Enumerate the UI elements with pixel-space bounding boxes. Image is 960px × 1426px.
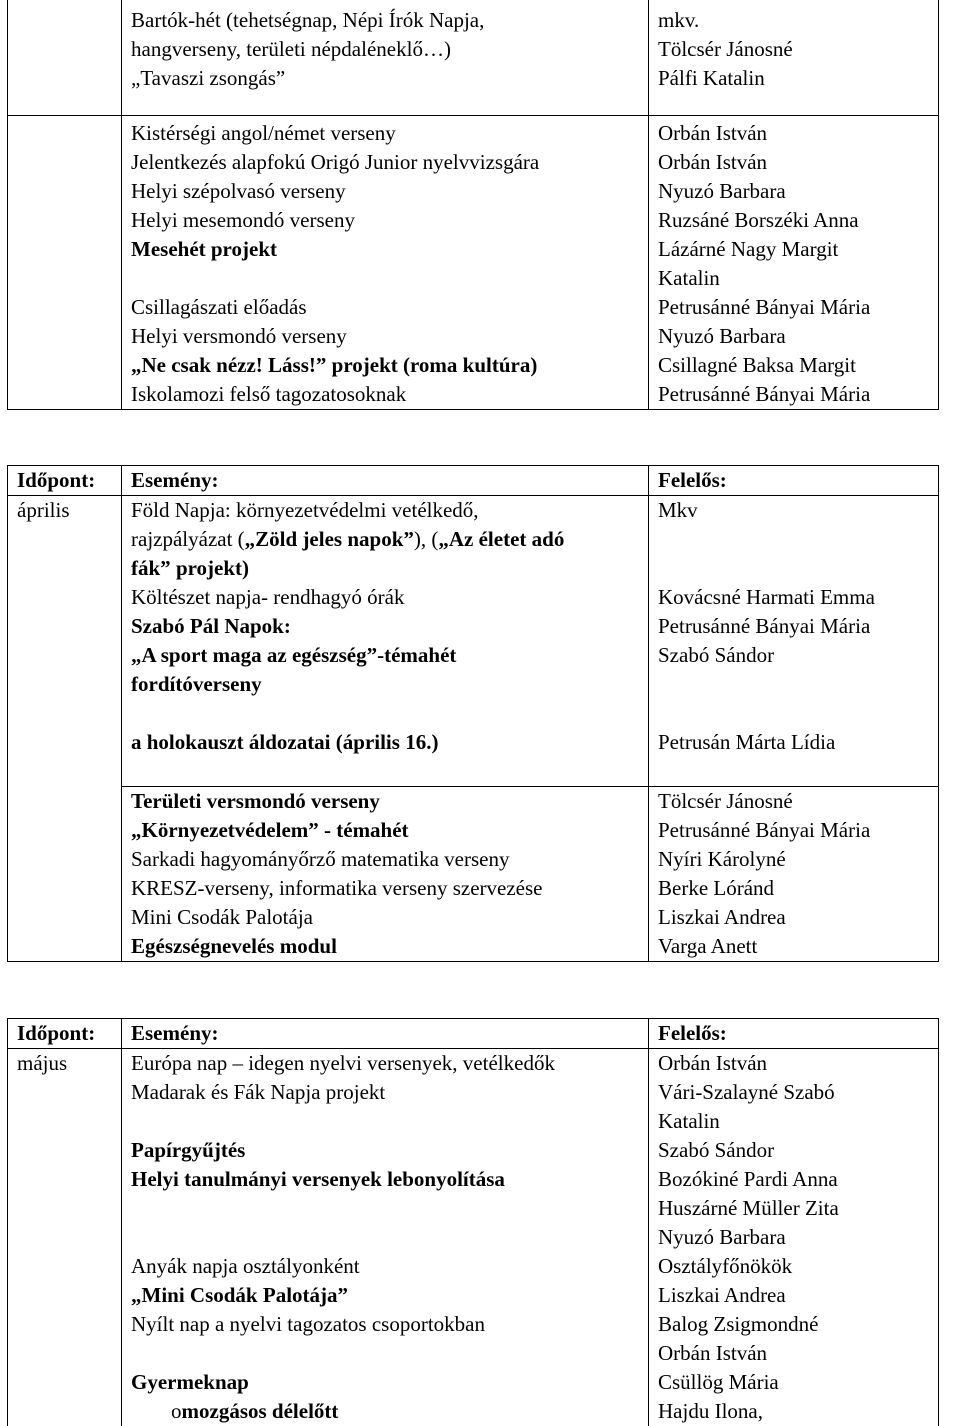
event-text: Föld Napja: környezetvédelmi vetélkedő, xyxy=(131,498,479,522)
responsible-name: Vári-Szalayné Szabó xyxy=(658,1078,938,1107)
responsible-cell xyxy=(649,496,939,787)
responsible-name: Katalin xyxy=(658,1107,938,1136)
responsible-name: Nyíri Károlyné xyxy=(658,845,938,874)
month-cell: május xyxy=(8,1049,122,1426)
event-text: Sarkadi hagyományőrző matematika verseny xyxy=(131,847,509,871)
event-line xyxy=(131,264,648,293)
responsible-name: Osztályfőnökök xyxy=(658,1252,938,1281)
responsible-name: Tölcsér Jánosné xyxy=(658,787,938,816)
responsible-name xyxy=(658,757,938,786)
event-line xyxy=(131,1165,648,1194)
responsible-cell xyxy=(649,1049,939,1426)
table-row xyxy=(8,787,939,962)
event-text: „Az életet adó xyxy=(438,527,564,551)
event-text: Mini Csodák Palotája xyxy=(131,905,313,929)
responsible-name xyxy=(658,699,938,728)
responsible-name: Orbán István xyxy=(658,1339,938,1368)
event-line xyxy=(131,1078,648,1107)
event-text: Területi versmondó verseny xyxy=(131,789,380,813)
month-cell: április xyxy=(8,496,122,962)
event-text: Nyílt nap a nyelvi tagozatos csoportokban xyxy=(131,1312,485,1336)
responsible-name: Szabó Sándor xyxy=(658,1136,938,1165)
event-text: fordítóverseny xyxy=(131,672,262,696)
event-text: fák” xyxy=(131,556,171,580)
event-line xyxy=(131,1136,648,1165)
event-text: ), ( xyxy=(414,527,439,551)
header-event: Esemény: xyxy=(122,466,649,496)
event-line: „Ne csak nézz! Láss!” projekt (roma kultúra) xyxy=(131,351,648,380)
event-text: „Környezetvédelem” - témahét xyxy=(131,818,409,842)
table-row xyxy=(8,0,939,116)
responsible-name: mkv. xyxy=(658,6,938,35)
event-cell xyxy=(122,0,649,116)
responsible-cell xyxy=(649,116,939,410)
responsible-name xyxy=(658,554,938,583)
responsible-name: Csüllög Mária xyxy=(658,1368,938,1397)
event-line: Csillagászati előadás xyxy=(131,293,648,322)
header-responsible: Felelős: xyxy=(649,1019,939,1049)
event-cell xyxy=(122,496,649,787)
event-line xyxy=(131,612,648,641)
event-text: a holokauszt áldozatai (április 16.) xyxy=(131,730,438,754)
event-line xyxy=(131,1368,648,1397)
event-text: Anyák napja osztályonként xyxy=(131,1254,360,1278)
event-line xyxy=(131,699,648,728)
time-cell xyxy=(8,116,122,410)
responsible-name: Petrusánné Bányai Mária xyxy=(658,293,938,322)
responsible-cell xyxy=(649,787,939,962)
event-line xyxy=(131,554,648,583)
responsible-cell xyxy=(649,0,939,116)
responsible-name: Petrusánné Bányai Mária xyxy=(658,612,938,641)
event-line: Jelentkezés alapfokú Origó Junior nyelvvizsgára xyxy=(131,148,648,177)
responsible-name: Ruzsáné Borszéki Anna xyxy=(658,206,938,235)
event-text: Európa nap – idegen nyelvi versenyek, vetélkedők xyxy=(131,1051,555,1075)
event-text: rajzpályázat ( xyxy=(131,527,245,551)
event-line: Kistérségi angol/német verseny xyxy=(131,119,648,148)
table-header-row xyxy=(8,1019,939,1049)
event-text: KRESZ-verseny, informatika verseny szervezése xyxy=(131,876,542,900)
responsible-name: Lázárné Nagy Margit xyxy=(658,235,938,264)
responsible-name: Orbán István xyxy=(658,148,938,177)
responsible-name: Csillagné Baksa Margit xyxy=(658,351,938,380)
event-text: Egészségnevelés modul xyxy=(131,934,337,958)
schedule-table-april xyxy=(7,465,939,962)
event-line xyxy=(131,1339,648,1368)
responsible-name: Orbán István xyxy=(658,1049,938,1078)
event-text: Helyi tanulmányi versenyek lebonyolítása xyxy=(131,1167,505,1191)
event-line xyxy=(131,845,648,874)
event-line xyxy=(131,1310,648,1339)
responsible-name: Tölcsér Jánosné xyxy=(658,35,938,64)
event-line xyxy=(131,787,648,816)
event-line xyxy=(131,670,648,699)
event-line xyxy=(131,1049,648,1078)
event-text: „Mini Csodák Palotája” xyxy=(131,1283,348,1307)
responsible-name xyxy=(658,670,938,699)
table-row xyxy=(8,116,939,410)
event-line xyxy=(131,816,648,845)
event-text: Gyermeknap xyxy=(131,1370,249,1394)
event-line xyxy=(131,1223,648,1252)
event-line xyxy=(131,1194,648,1223)
event-line xyxy=(131,728,648,757)
event-line xyxy=(131,583,648,612)
event-line xyxy=(131,496,648,525)
responsible-name: Hajdu Ilona, xyxy=(658,1397,938,1426)
responsible-name: Liszkai Andrea xyxy=(658,1281,938,1310)
event-text: „Zöld jeles napok” xyxy=(245,527,414,551)
responsible-name: Petrusánné Bányai Mária xyxy=(658,380,938,409)
responsible-name: Orbán István xyxy=(658,119,938,148)
event-line: Iskolamozi felső tagozatosoknak xyxy=(131,380,648,409)
table-row xyxy=(8,1049,939,1426)
event-cell xyxy=(122,787,649,962)
responsible-name: Nyuzó Barbara xyxy=(658,177,938,206)
responsible-name: Kovácsné Harmati Emma xyxy=(658,583,938,612)
time-cell xyxy=(8,0,122,116)
event-line xyxy=(131,525,648,554)
event-line: Helyi szépolvasó verseny xyxy=(131,177,648,206)
event-cell xyxy=(122,1049,649,1426)
table-header-row xyxy=(8,466,939,496)
responsible-name: Nyuzó Barbara xyxy=(658,322,938,351)
event-text: Papírgyűjtés xyxy=(131,1138,245,1162)
event-line: hangverseny, területi népdaléneklő…) xyxy=(131,35,648,64)
responsible-name: Balog Zsigmondné xyxy=(658,1310,938,1339)
responsible-name: Varga Anett xyxy=(658,932,938,961)
event-cell xyxy=(122,116,649,410)
event-line xyxy=(131,903,648,932)
bullet-marker: o xyxy=(131,1399,182,1423)
event-line xyxy=(131,1397,648,1426)
event-text: mozgásos délelőtt xyxy=(182,1399,339,1423)
event-line xyxy=(131,1107,648,1136)
event-line xyxy=(131,874,648,903)
event-line xyxy=(131,757,648,786)
responsible-name: Szabó Sándor xyxy=(658,641,938,670)
responsible-name xyxy=(658,525,938,554)
event-line xyxy=(131,932,648,961)
event-text: Szabó Pál Napok: xyxy=(131,614,291,638)
event-line xyxy=(131,1281,648,1310)
responsible-name: Nyuzó Barbara xyxy=(658,1223,938,1252)
event-text: Költészet napja- rendhagyó órák xyxy=(131,585,404,609)
header-time: Időpont: xyxy=(8,466,122,496)
event-text: Madarak és Fák Napja projekt xyxy=(131,1080,385,1104)
event-line: Bartók-hét (tehetségnap, Népi Írók Napja, xyxy=(131,6,648,35)
header-event: Esemény: xyxy=(122,1019,649,1049)
responsible-name: Bozókiné Pardi Anna xyxy=(658,1165,938,1194)
event-line: „Tavaszi zsongás” xyxy=(131,64,648,93)
event-line xyxy=(131,641,648,670)
responsible-name: Petrusánné Bányai Mária xyxy=(658,816,938,845)
responsible-name: Katalin xyxy=(658,264,938,293)
event-line xyxy=(131,1252,648,1281)
responsible-name: Huszárné Müller Zita xyxy=(658,1194,938,1223)
event-line: Helyi mesemondó verseny xyxy=(131,206,648,235)
event-text: projekt) xyxy=(171,556,249,580)
responsible-name: Petrusán Márta Lídia xyxy=(658,728,938,757)
event-line: Helyi versmondó verseny xyxy=(131,322,648,351)
responsible-name: Pálfi Katalin xyxy=(658,64,938,93)
responsible-name: Liszkai Andrea xyxy=(658,903,938,932)
schedule-table-top xyxy=(7,0,939,410)
table-row xyxy=(8,496,939,787)
header-time: Időpont: xyxy=(8,1019,122,1049)
event-line: Mesehét projekt xyxy=(131,235,648,264)
responsible-name: Mkv xyxy=(658,496,938,525)
schedule-table-may xyxy=(7,1018,939,1426)
header-responsible: Felelős: xyxy=(649,466,939,496)
responsible-name: Berke Lóránd xyxy=(658,874,938,903)
event-text: „A sport maga az egészség”-témahét xyxy=(131,643,456,667)
